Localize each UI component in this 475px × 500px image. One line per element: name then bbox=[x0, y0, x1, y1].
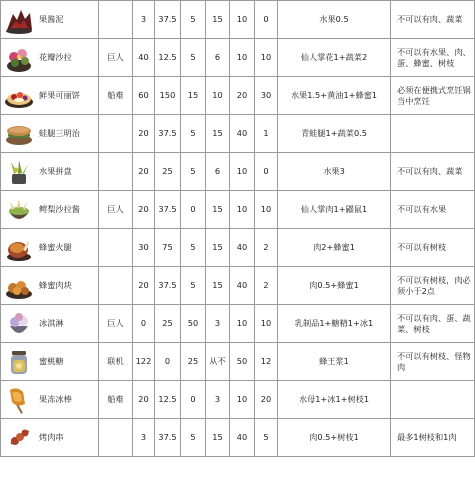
cell-sanity: 12.5 bbox=[155, 39, 181, 77]
cell-recipe: 水果3 bbox=[278, 153, 391, 191]
cell-sanity: 25 bbox=[155, 153, 181, 191]
cell-notes: 不可以有肉、蔬菜 bbox=[391, 1, 475, 39]
cell-type bbox=[99, 229, 133, 267]
recipe-name: 冰淇淋 bbox=[39, 318, 64, 329]
recipe-name-cell bbox=[1, 153, 99, 191]
flower-salad-icon bbox=[3, 42, 35, 74]
fresh-fruit-crepes-icon bbox=[3, 80, 35, 112]
cell-notes: 不可以有水果 bbox=[391, 191, 475, 229]
cell-priority: 5 bbox=[255, 419, 278, 457]
cell-health: 0 bbox=[181, 381, 206, 419]
cell-sanity: 37.5 bbox=[155, 419, 181, 457]
cell-sanity: 25 bbox=[155, 305, 181, 343]
cell-hunger: 20 bbox=[133, 153, 155, 191]
cell-type: 联机 bbox=[99, 343, 133, 381]
cell-priority: 20 bbox=[255, 381, 278, 419]
royal-jelly-jar-icon bbox=[3, 346, 35, 378]
cell-hunger: 20 bbox=[133, 267, 155, 305]
cell-cook-time: 10 bbox=[230, 381, 255, 419]
cell-type bbox=[99, 1, 133, 39]
cell-type: 船难 bbox=[99, 381, 133, 419]
cell-priority: 1 bbox=[255, 115, 278, 153]
table-row bbox=[1, 229, 475, 267]
cell-cook-time: 40 bbox=[230, 115, 255, 153]
cell-priority: 10 bbox=[255, 305, 278, 343]
recipe-name-cell bbox=[1, 305, 99, 343]
cell-cook-time: 10 bbox=[230, 1, 255, 39]
cell-rot-days: 3 bbox=[206, 305, 230, 343]
cell-cook-time: 40 bbox=[230, 419, 255, 457]
cell-notes: 不可以有肉、蛋、蔬菜、树枝 bbox=[391, 305, 475, 343]
recipe-name: 花瓣沙拉 bbox=[39, 52, 72, 63]
cell-rot-days: 15 bbox=[206, 229, 230, 267]
table-row bbox=[1, 381, 475, 419]
cell-sanity: 150 bbox=[155, 77, 181, 115]
recipe-name: 蜂蜜肉块 bbox=[39, 280, 72, 291]
recipe-name-cell bbox=[1, 39, 99, 77]
cell-recipe: 水果0.5 bbox=[278, 1, 391, 39]
recipe-name-cell bbox=[1, 229, 99, 267]
cell-health: 5 bbox=[181, 115, 206, 153]
cell-notes bbox=[391, 115, 475, 153]
cell-sanity: 75 bbox=[155, 229, 181, 267]
table-row bbox=[1, 77, 475, 115]
cell-health: 5 bbox=[181, 153, 206, 191]
recipe-name-cell bbox=[1, 191, 99, 229]
cell-recipe: 蜂王浆1 bbox=[278, 343, 391, 381]
cell-recipe: 青蛙腿1+蔬菜0.5 bbox=[278, 115, 391, 153]
cell-recipe: 仙人掌花1+蔬菜2 bbox=[278, 39, 391, 77]
cell-sanity: 12.5 bbox=[155, 381, 181, 419]
table-row bbox=[1, 39, 475, 77]
recipe-name: 果冻冰棒 bbox=[39, 394, 72, 405]
cell-health: 15 bbox=[181, 77, 206, 115]
cell-sanity: 37.5 bbox=[155, 267, 181, 305]
recipe-name-cell bbox=[1, 381, 99, 419]
fruit-medley-icon bbox=[3, 156, 35, 188]
cell-priority: 30 bbox=[255, 77, 278, 115]
cell-rot-days: 10 bbox=[206, 77, 230, 115]
cell-hunger: 20 bbox=[133, 115, 155, 153]
recipe-name: 蜂蜜火腿 bbox=[39, 242, 72, 253]
cell-cook-time: 10 bbox=[230, 305, 255, 343]
recipe-name: 鲜果可丽饼 bbox=[39, 90, 80, 101]
recipe-name-cell bbox=[1, 343, 99, 381]
cell-health: 5 bbox=[181, 229, 206, 267]
cell-rot-days: 15 bbox=[206, 1, 230, 39]
cell-health: 0 bbox=[181, 191, 206, 229]
cell-notes: 必须在便携式烹饪锅当中烹饪 bbox=[391, 77, 475, 115]
cell-priority: 2 bbox=[255, 267, 278, 305]
recipe-name-cell bbox=[1, 419, 99, 457]
kabobs-icon bbox=[3, 422, 35, 454]
cell-priority: 0 bbox=[255, 1, 278, 39]
cell-hunger: 3 bbox=[133, 1, 155, 39]
cell-sanity: 37.5 bbox=[155, 191, 181, 229]
cell-type: 巨人 bbox=[99, 305, 133, 343]
recipe-table-body bbox=[1, 1, 475, 457]
cell-cook-time: 10 bbox=[230, 39, 255, 77]
cell-sanity: 37.5 bbox=[155, 115, 181, 153]
table-row bbox=[1, 305, 475, 343]
cell-hunger: 60 bbox=[133, 77, 155, 115]
cell-health: 50 bbox=[181, 305, 206, 343]
cell-sanity: 0 bbox=[155, 343, 181, 381]
cell-hunger: 30 bbox=[133, 229, 155, 267]
cell-rot-days: 6 bbox=[206, 39, 230, 77]
guacamole-icon bbox=[3, 194, 35, 226]
cell-recipe: 肉0.5+蜂蜜1 bbox=[278, 267, 391, 305]
cell-rot-days: 15 bbox=[206, 115, 230, 153]
recipe-name-cell bbox=[1, 267, 99, 305]
cell-type: 巨人 bbox=[99, 39, 133, 77]
monster-tartare-icon bbox=[3, 4, 35, 36]
cell-recipe: 肉2+蜂蜜1 bbox=[278, 229, 391, 267]
cell-rot-days: 15 bbox=[206, 191, 230, 229]
cell-health: 25 bbox=[181, 343, 206, 381]
cell-health: 5 bbox=[181, 267, 206, 305]
ice-cream-icon bbox=[3, 308, 35, 340]
table-row bbox=[1, 419, 475, 457]
table-row bbox=[1, 343, 475, 381]
table-row bbox=[1, 191, 475, 229]
cell-rot-days: 15 bbox=[206, 267, 230, 305]
cell-recipe: 乳制品1+糖精1+冰1 bbox=[278, 305, 391, 343]
cell-type bbox=[99, 267, 133, 305]
cell-cook-time: 10 bbox=[230, 153, 255, 191]
melonsicle-icon bbox=[3, 384, 35, 416]
cell-recipe: 水果1.5+黄油1+蜂蜜1 bbox=[278, 77, 391, 115]
recipe-name: 果酱泥 bbox=[39, 14, 64, 25]
cell-notes bbox=[391, 381, 475, 419]
cell-health: 5 bbox=[181, 419, 206, 457]
cell-notes: 最多1树枝和1肉 bbox=[391, 419, 475, 457]
cell-type bbox=[99, 115, 133, 153]
cell-recipe: 肉0.5+树枝1 bbox=[278, 419, 391, 457]
cell-cook-time: 40 bbox=[230, 229, 255, 267]
cell-cook-time: 40 bbox=[230, 267, 255, 305]
cell-notes: 不可以有肉、蔬菜 bbox=[391, 153, 475, 191]
recipe-name-cell bbox=[1, 115, 99, 153]
cell-sanity: 37.5 bbox=[155, 1, 181, 39]
cell-type: 船难 bbox=[99, 77, 133, 115]
cell-cook-time: 20 bbox=[230, 77, 255, 115]
cell-rot-days: 15 bbox=[206, 419, 230, 457]
recipe-name-cell bbox=[1, 77, 99, 115]
recipe-name: 烤肉串 bbox=[39, 432, 64, 443]
cell-hunger: 40 bbox=[133, 39, 155, 77]
recipe-name: 鳄梨沙拉酱 bbox=[39, 204, 80, 215]
cell-health: 5 bbox=[181, 39, 206, 77]
cell-priority: 2 bbox=[255, 229, 278, 267]
table-row bbox=[1, 1, 475, 39]
cell-notes: 不可以有树枝、怪物肉 bbox=[391, 343, 475, 381]
cell-notes: 不可以有树枝 bbox=[391, 229, 475, 267]
cell-priority: 10 bbox=[255, 191, 278, 229]
cell-hunger: 20 bbox=[133, 191, 155, 229]
cell-rot-days: 3 bbox=[206, 381, 230, 419]
recipe-name: 蛙腿三明治 bbox=[39, 128, 80, 139]
table-row bbox=[1, 153, 475, 191]
cell-notes: 不可以有水果、肉、蛋、蜂蜜、树枝 bbox=[391, 39, 475, 77]
cell-type bbox=[99, 153, 133, 191]
cell-recipe: 仙人掌肉1+鼹鼠1 bbox=[278, 191, 391, 229]
cell-cook-time: 50 bbox=[230, 343, 255, 381]
cell-priority: 12 bbox=[255, 343, 278, 381]
cell-hunger: 122 bbox=[133, 343, 155, 381]
froggle-bunwich-icon bbox=[3, 118, 35, 150]
cell-priority: 10 bbox=[255, 39, 278, 77]
recipe-name: 水果拼盘 bbox=[39, 166, 72, 177]
honey-nuggets-icon bbox=[3, 270, 35, 302]
cell-type bbox=[99, 419, 133, 457]
recipe-name-cell bbox=[1, 1, 99, 39]
cell-rot-days: 6 bbox=[206, 153, 230, 191]
cell-recipe: 水母1+冰1+树枝1 bbox=[278, 381, 391, 419]
cell-hunger: 3 bbox=[133, 419, 155, 457]
cell-health: 5 bbox=[181, 1, 206, 39]
recipe-name: 蜜桃糖 bbox=[39, 356, 64, 367]
honey-ham-icon bbox=[3, 232, 35, 264]
cell-notes: 不可以有树枝，肉必须小于2点 bbox=[391, 267, 475, 305]
cell-type: 巨人 bbox=[99, 191, 133, 229]
cell-cook-time: 10 bbox=[230, 191, 255, 229]
table-row bbox=[1, 267, 475, 305]
cell-hunger: 20 bbox=[133, 381, 155, 419]
cell-rot-days: 从不 bbox=[206, 343, 230, 381]
table-row bbox=[1, 115, 475, 153]
cell-priority: 0 bbox=[255, 153, 278, 191]
cell-hunger: 0 bbox=[133, 305, 155, 343]
